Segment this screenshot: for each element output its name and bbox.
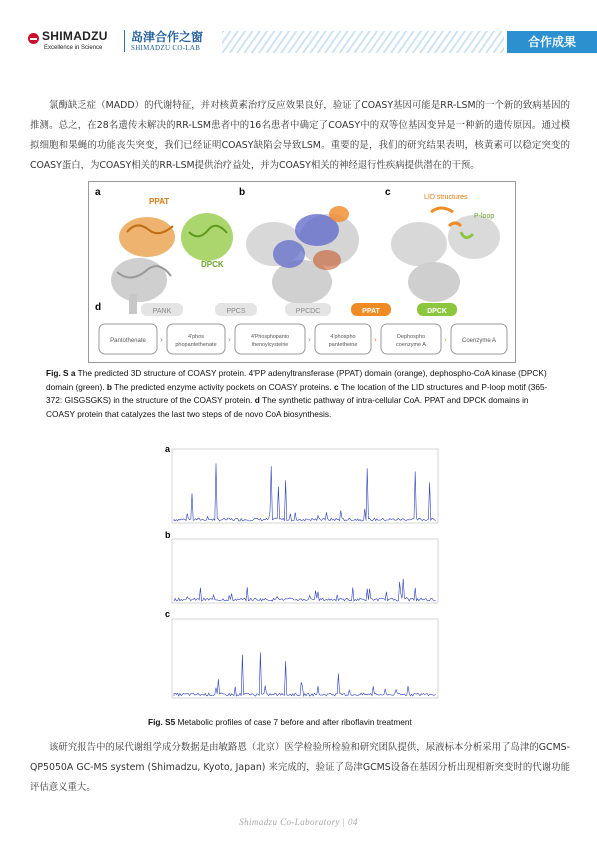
body-paragraph-1: 氯酶缺乏症（MADD）的代谢特征，并对核黄素治疗反应效果良好，验证了COASY基因可能是RR-LSM的一个新的致病基因的推测。总之，在28名遗传未解决的RR-LSM患者中的16名患者中确定了COASY中的双等位基因变异是一种新的遗传原因。通过模拟细胞和果蝇的功能丧失突变，我们已经证明COASY缺陷会导致LSM。重要的是，我们的研究结果表明，核黄素可以稳定突变的COASY蛋白，为COASY相关的RR-LSM提供治疗益处，并为COASY相关的神经退行性疾病提供潜在的干预。: [30, 100, 570, 171]
enzyme-ppat: PPAT: [362, 308, 380, 315]
protein-structure-b: [246, 206, 359, 304]
chromatogram-graphic: [164, 443, 441, 705]
caption-a: The predicted 3D structure of COASY protein. 4'PP adenyltransferase (PPAT) domain (orange), dephospho-CoA kinase (DPCK) domain (green).: [46, 368, 547, 392]
ploop-label: P-loop: [474, 213, 495, 220]
panel-label-c: c: [165, 609, 171, 619]
chromatogram-trace: [174, 464, 436, 522]
caption-c-lead: c: [333, 381, 339, 392]
chromatogram-frame: [172, 449, 438, 523]
caption-s5-body: Metabolic profiles of case 7 before and after riboflavin treatment: [177, 717, 412, 727]
chromatogram-trace: [174, 652, 436, 696]
caption-lead: Fig. S a: [46, 368, 76, 378]
lab-title-en: SHIMADZU CO-LAB: [131, 44, 201, 52]
metabolite-coenzyme-a: Coenzyme A: [461, 338, 497, 344]
brand-tagline: Excellence in Science: [44, 45, 103, 51]
lab-title-cn: 岛津合作之窗: [131, 30, 204, 44]
panel-label-a: a: [95, 187, 101, 198]
header-divider: [124, 30, 125, 52]
metabolite-phosphopantetheine: 4'phospho: [330, 334, 356, 340]
figure-s5-caption: [148, 716, 468, 730]
section-badge: 合作成果: [507, 31, 597, 53]
chromatogram-trace: [174, 579, 436, 601]
figure-s-graphic: [89, 182, 515, 362]
page-header: [0, 0, 597, 56]
pathway-arrow: ›: [308, 335, 311, 344]
panel-label-b: b: [239, 187, 246, 198]
figure-s: [88, 181, 516, 363]
svg-text:phopantethenate: phopantethenate: [175, 342, 217, 348]
metabolite-pantothenate: Pantothenate: [110, 338, 146, 344]
enzyme-ppcs: PPCS: [226, 308, 246, 315]
brand-name: SHIMADZU: [42, 29, 108, 43]
metabolite-phosphopantothenate: 4'phos: [187, 334, 205, 340]
lid-label: LID structures: [424, 194, 468, 201]
enzyme-pank: PANK: [152, 308, 172, 315]
pathway-enzymes: [141, 303, 457, 316]
chromatogram-frame: [172, 539, 438, 603]
caption-d: The synthetic pathway of intra-cellular CoA. PPAT and DPCK domains in COASY protein that catalyzes the last two steps of de novo CoA biosynthesis.: [46, 395, 529, 419]
caption-b-lead: b: [106, 381, 112, 392]
chromatogram-frame: [172, 619, 438, 698]
page-footer: Shimadzu Co-Laboratory | 04: [239, 817, 358, 827]
pathway-metabolites: [99, 324, 507, 354]
panel-label-d: d: [95, 302, 102, 313]
caption-d-lead: d: [254, 395, 260, 405]
pathway-arrow: ›: [444, 335, 447, 344]
panel-label-a: a: [165, 444, 171, 454]
caption-c: The location of the LID structures and P-loop motif (365-372: GISGSGKS) in the structure of the COASY protein.: [46, 381, 548, 405]
svg-text:thenoylcysteine: thenoylcysteine: [251, 342, 289, 348]
panel-label-b: b: [165, 530, 171, 540]
caption-s5-lead: Fig. S5: [148, 717, 176, 727]
figure-s-caption: [46, 367, 556, 421]
svg-text:coenzyme A: coenzyme A: [396, 342, 426, 348]
pathway-arrow: ›: [160, 335, 163, 344]
metabolite-phosphopantothenoylcysteine: 4'Phosphopanto: [250, 334, 290, 340]
shimadzu-logo-icon: [28, 33, 39, 44]
metabolite-dephospho-coa: Dephospho: [396, 334, 426, 340]
dpck-label-a: DPCK: [201, 260, 224, 269]
enzyme-dpck: DPCK: [427, 308, 447, 315]
body-paragraph-2: 该研究报告中的尿代谢组学成分数据是由敏路恩（北京）医学检验所检验和研究团队提供，尿液标本分析采用了岛津的GCMS-QP5050A GC-MS system (Shimadzu, Kyoto, Japan) 来完成的，验证了岛津GCMS设备在基因分析出现相新突变时的代谢功能评估意义重大。: [30, 742, 570, 793]
caption-b: The predicted enzyme activity pockets on COASY proteins.: [114, 381, 332, 392]
svg-text:pantetheine: pantetheine: [328, 342, 358, 348]
panel-label-c: c: [385, 187, 391, 198]
figure-s5: [164, 443, 441, 705]
pathway-arrow: ›: [228, 335, 231, 344]
header-hatch-band: [222, 31, 504, 53]
ppat-label-a: PPAT: [149, 197, 170, 206]
protein-structure-c: [391, 208, 500, 302]
enzyme-ppcdc: PPCDC: [295, 308, 321, 315]
pathway-arrow: ›: [374, 335, 377, 344]
chromatogram-traces: [172, 449, 438, 698]
